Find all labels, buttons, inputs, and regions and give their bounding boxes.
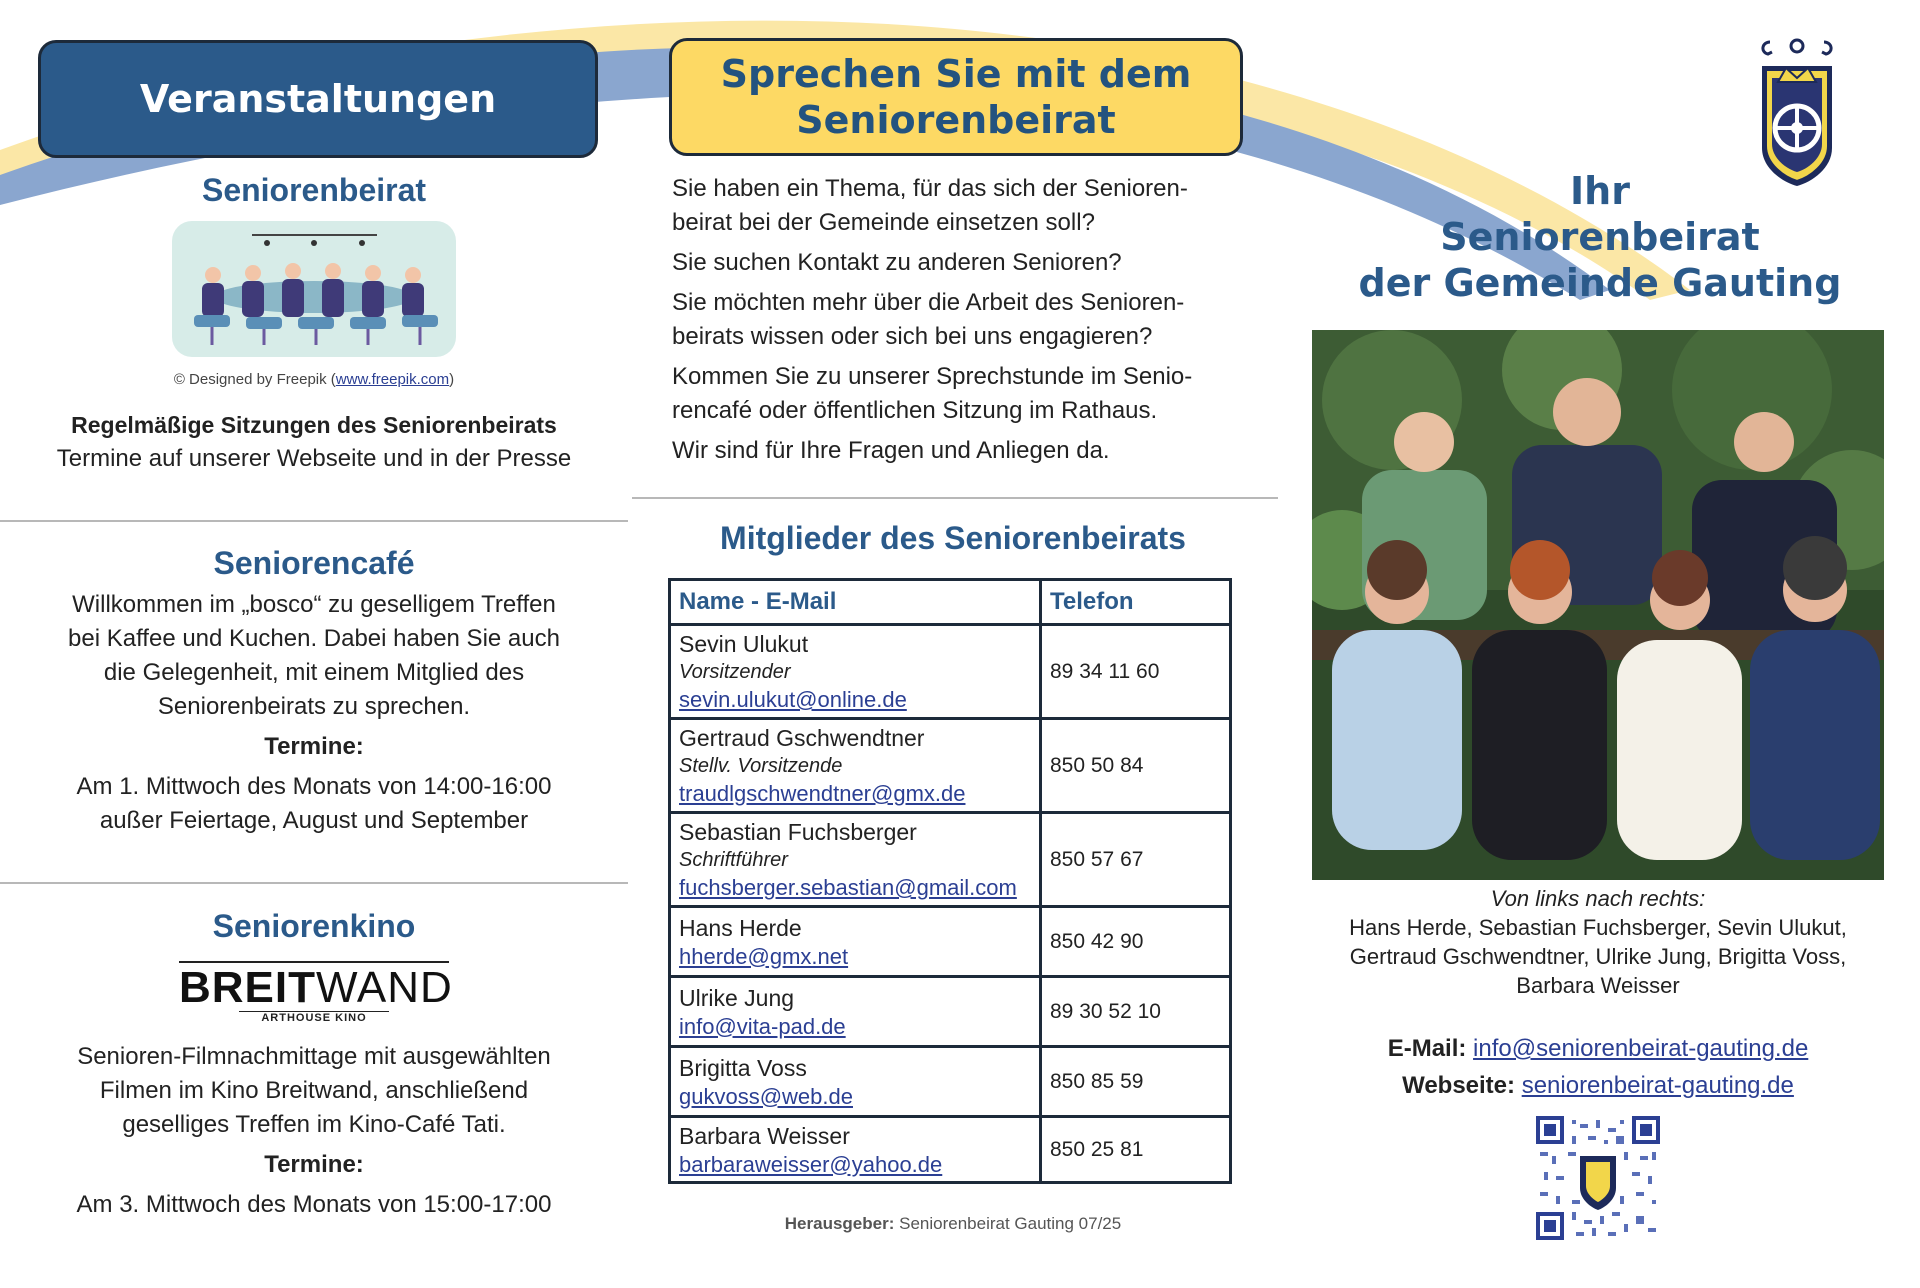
member-cell <box>670 1047 1041 1117</box>
intro-paragraph <box>672 246 1272 280</box>
member-email-link[interactable]: fuchsberger.sebastian@gmail.com <box>679 875 1017 900</box>
kino-text <box>0 1040 628 1142</box>
member-cell <box>670 625 1041 719</box>
cafe-line: bei Kaffee und Kuchen. Dabei haben Sie auch <box>68 625 560 652</box>
intro-text <box>672 172 1272 468</box>
seniorenbeirat-section <box>0 172 628 476</box>
table-row <box>670 977 1231 1047</box>
freepik-link[interactable]: www.freepik.com <box>335 371 450 388</box>
kino-line: geselliges Treffen im Kino-Café Tati. <box>122 1111 506 1138</box>
cafe-line: Willkommen im „bosco“ zu geselligem Treffen <box>72 591 556 618</box>
member-name: Barbara Weisser <box>679 1122 850 1149</box>
logo-light: WAND <box>316 963 453 1012</box>
intro-line: beirats wissen oder sich bei uns engagieren? <box>672 323 1153 350</box>
members-title: Mitglieder des Seniorenbeirats <box>720 520 1186 556</box>
seniorenbeirat-title: Seniorenbeirat <box>201 172 427 208</box>
publisher-text: Seniorenbeirat Gauting 07/25 <box>894 1214 1122 1233</box>
member-email-link[interactable]: barbaraweisser@yahoo.de <box>679 1151 943 1177</box>
table-row <box>670 907 1231 977</box>
cafe-text <box>0 588 628 724</box>
table-row <box>670 813 1231 907</box>
photo-caption <box>1312 884 1884 1000</box>
member-name: Brigitta Voss <box>679 1054 807 1081</box>
member-cell <box>670 1117 1041 1183</box>
intro-paragraph <box>672 172 1272 240</box>
email-line <box>1312 1030 1884 1067</box>
publisher <box>640 1214 1266 1234</box>
talk-header <box>669 38 1243 156</box>
group-photo <box>1312 330 1884 880</box>
credit-end: ) <box>449 371 455 388</box>
credit-text: © Designed by Freepik ( <box>173 371 336 388</box>
meetings-title: Regelmäßige Sitzungen des Seniorenbeirats <box>71 412 557 438</box>
intro-line: Wir sind für Ihre Fragen und Anliegen da. <box>672 437 1110 464</box>
member-cell <box>670 719 1041 813</box>
image-credit <box>0 371 628 388</box>
right-title-line: Seniorenbeirat <box>1440 215 1760 259</box>
talk-header-line: Seniorenbeirat <box>796 98 1116 142</box>
events-header-text: Veranstaltungen <box>139 77 497 121</box>
member-name: Hans Herde <box>679 914 802 941</box>
caption-line: Gertraud Gschwendtner, Ulrike Jung, Brigitta Voss, <box>1349 944 1847 969</box>
kino-title: Seniorenkino <box>212 908 416 944</box>
table-row <box>670 1047 1231 1117</box>
publisher-label: Herausgeber: <box>784 1214 895 1233</box>
kino-section <box>0 908 628 1222</box>
breitwand-logo <box>179 961 453 1024</box>
intro-line: beirat bei der Gemeinde einsetzen soll? <box>672 209 1095 236</box>
member-email-link[interactable]: traudlgschwendtner@gmx.de <box>679 781 966 806</box>
cafe-termine-line: außer Feiertage, August und September <box>99 807 529 834</box>
breitwand-logo-text <box>179 963 453 1012</box>
member-email-link[interactable]: sevin.ulukut@online.de <box>679 687 907 712</box>
kino-line: Filmen im Kino Breitwand, anschließend <box>99 1077 529 1104</box>
caption-intro: Von links nach rechts: <box>1490 886 1706 911</box>
cafe-title: Seniorencafé <box>213 545 415 581</box>
web-label: Webseite: <box>1402 1072 1516 1099</box>
caption-line: Hans Herde, Sebastian Fuchsberger, Sevin Ulukut, <box>1349 915 1847 940</box>
intro-line: Sie möchten mehr über die Arbeit des Senioren- <box>672 289 1185 316</box>
talk-header-line: Sprechen Sie mit dem <box>720 52 1192 96</box>
cafe-termine <box>0 770 628 838</box>
table-row <box>670 625 1231 719</box>
member-phone: 89 34 11 60 <box>1041 625 1231 719</box>
divider <box>0 882 628 884</box>
intro-paragraph <box>672 434 1272 468</box>
member-name: Sevin Ulukut <box>679 631 809 657</box>
col-name-header: Name - E-Mail <box>670 580 1041 625</box>
member-phone: 850 25 81 <box>1041 1117 1231 1183</box>
website-link[interactable]: seniorenbeirat-gauting.de <box>1521 1072 1794 1099</box>
member-name: Ulrike Jung <box>679 984 795 1011</box>
events-header <box>38 40 598 158</box>
member-phone: 850 85 59 <box>1041 1047 1231 1117</box>
meetings-text: Termine auf unserer Webseite und in der Presse <box>56 445 572 472</box>
member-name: Gertraud Gschwendtner <box>679 725 925 751</box>
members-table <box>668 578 1232 1184</box>
intro-line: Kommen Sie zu unserer Sprechstunde im Senio- <box>672 363 1193 390</box>
member-phone: 89 30 52 10 <box>1041 977 1231 1047</box>
email-link[interactable]: info@seniorenbeirat-gauting.de <box>1473 1035 1809 1062</box>
cafe-termine-label: Termine: <box>264 733 364 760</box>
breitwand-logo-sub: ARTHOUSE KINO <box>239 1011 389 1024</box>
caption-line: Barbara Weisser <box>1516 973 1680 998</box>
logo-bold: BREIT <box>179 963 316 1012</box>
member-role: Stellv. Vorsitzende <box>679 755 843 777</box>
intro-paragraph <box>672 360 1272 428</box>
table-header-row <box>670 580 1231 625</box>
right-title <box>1320 168 1880 306</box>
member-role: Schriftführer <box>679 849 788 871</box>
col-phone-header: Telefon <box>1041 580 1231 625</box>
intro-line: rencafé oder öffentlichen Sitzung im Rathaus. <box>672 397 1158 424</box>
contact-info <box>1312 1030 1884 1104</box>
kino-termine-label: Termine: <box>264 1151 364 1178</box>
right-title-line: Ihr <box>1570 169 1630 213</box>
meeting-illustration <box>172 221 456 357</box>
member-phone: 850 42 90 <box>1041 907 1231 977</box>
qr-code-icon[interactable] <box>1536 1116 1660 1240</box>
cafe-section <box>0 545 628 838</box>
table-row <box>670 719 1231 813</box>
divider <box>0 520 628 522</box>
kino-line: Senioren-Filmnachmittage mit ausgewählten <box>77 1043 551 1070</box>
cafe-line: die Gelegenheit, mit einem Mitglied des <box>103 659 525 686</box>
member-cell <box>670 813 1041 907</box>
kino-termine: Am 3. Mittwoch des Monats von 15:00-17:00 <box>76 1191 552 1218</box>
member-cell <box>670 977 1041 1047</box>
member-email-link[interactable]: gukvoss@web.de <box>679 1083 853 1109</box>
member-name: Sebastian Fuchsberger <box>679 819 917 845</box>
member-cell <box>670 907 1041 977</box>
web-line <box>1312 1067 1884 1104</box>
cafe-line: Seniorenbeirats zu sprechen. <box>157 693 471 720</box>
member-phone: 850 57 67 <box>1041 813 1231 907</box>
right-title-line: der Gemeinde Gauting <box>1358 261 1842 305</box>
gauting-coat-of-arms-icon <box>1742 38 1852 188</box>
table-row <box>670 1117 1231 1183</box>
member-email-link[interactable]: hherde@gmx.net <box>679 943 849 969</box>
intro-line: Sie haben ein Thema, für das sich der Senioren- <box>672 175 1188 202</box>
email-label: E-Mail: <box>1387 1035 1467 1062</box>
divider <box>632 497 1278 499</box>
intro-line: Sie suchen Kontakt zu anderen Senioren? <box>672 249 1122 276</box>
intro-paragraph <box>672 286 1272 354</box>
member-role: Vorsitzender <box>679 661 791 683</box>
cafe-termine-line: Am 1. Mittwoch des Monats von 14:00-16:00 <box>76 773 552 800</box>
member-email-link[interactable]: info@vita-pad.de <box>679 1013 846 1039</box>
member-phone: 850 50 84 <box>1041 719 1231 813</box>
